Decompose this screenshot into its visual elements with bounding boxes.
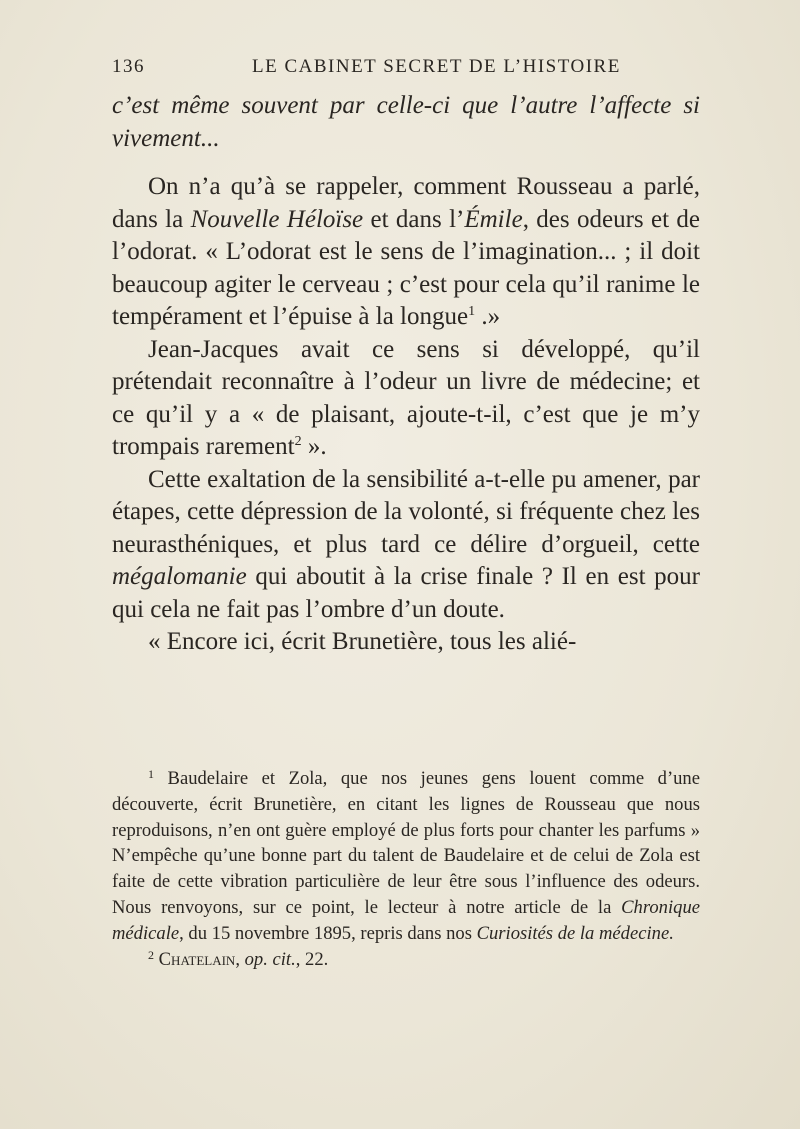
book-title-emile: Émile <box>464 205 523 233</box>
footnote-ref-2: 2 <box>294 434 302 449</box>
paragraph-4 <box>112 464 700 627</box>
footnote-ref-1: 1 <box>468 304 476 319</box>
journal-title: Chronique médicale <box>112 896 700 944</box>
text-run: Baudelaire et Zola, que nos jeunes gens louent comme d’une découverte, écrit Brunetière, en citant les lignes de Rousseau que nous reproduisons, n’en ont guère employé de plus forts pour chanter les parfums » N’empêche qu’une bonne part du talent de Baudelaire et de celui de Zola est faite de cette vibration particulière de leur être sous l’influence des odeurs. Nous renvoyons, sur ce point, le lecteur à notre article de la <box>112 768 700 918</box>
paragraph-1: c’est même souvent par celle-ci que l’autre l’affecte si vivement... <box>112 92 700 152</box>
page-header <box>112 56 712 84</box>
text-run: On n’a qu’à se rappeler, comment Rousseau a parlé, dans la <box>112 173 700 233</box>
author-name: Chatelain <box>158 948 236 970</box>
book-title-nouvelle-heloise: Nouvelle Héloïse <box>190 205 364 233</box>
footnote-mark-2: 2 <box>148 947 154 962</box>
text-run: , des odeurs et de l’odorat. « L’odorat est le sens de l’imagination... ; il doit beaucoup agiter le cerveau ; c’est pour cela qu’il ranime le tempérament et l’épuise à la longue <box>112 205 700 330</box>
text-run: , 22. <box>295 948 329 970</box>
text-run: ». <box>301 433 327 460</box>
body-text <box>112 90 700 659</box>
text-run: qui aboutit à la crise finale ? Il en est pour qui cela ne fait pas l’ombre d’un doute. <box>112 563 700 623</box>
page-number: 136 <box>112 56 145 77</box>
term-megalomanie: mégalomanie <box>112 563 247 590</box>
text-run: Cette exaltation de la sensibilité a-t-elle pu amener, par étapes, cette dépression de la volonté, si fréquente chez les neurasthéniques, et plus tard ce délire d’orgueil, cette <box>112 465 700 558</box>
text-run: , <box>235 948 245 970</box>
footnote-2 <box>112 947 700 973</box>
paragraph-2 <box>112 171 700 334</box>
footnotes <box>112 766 700 972</box>
paragraph-3 <box>112 334 700 464</box>
text-run: .» <box>475 303 501 330</box>
paragraph-5: « Encore ici, écrit Brunetière, tous les alié- <box>148 628 577 655</box>
text-run: Jean-Jacques avait ce sens si développé, qu’il prétendait reconnaître à l’odeur un livre de médecine; et ce qu’il y a « de plaisant, ajoute-t-il, c’est que je m’y trompais rarement <box>112 335 700 460</box>
running-title: LE CABINET SECRET DE L’HISTOIRE <box>252 56 621 77</box>
book-title-curiosites: Curiosités de la médecine. <box>476 922 674 944</box>
text-run: , du 15 novembre 1895, repris dans nos <box>179 922 477 944</box>
text-run: et dans l’ <box>363 205 465 233</box>
citation-ref: op. cit. <box>244 948 296 970</box>
footnote-1 <box>112 766 700 947</box>
footnote-mark-1: 1 <box>148 767 154 781</box>
